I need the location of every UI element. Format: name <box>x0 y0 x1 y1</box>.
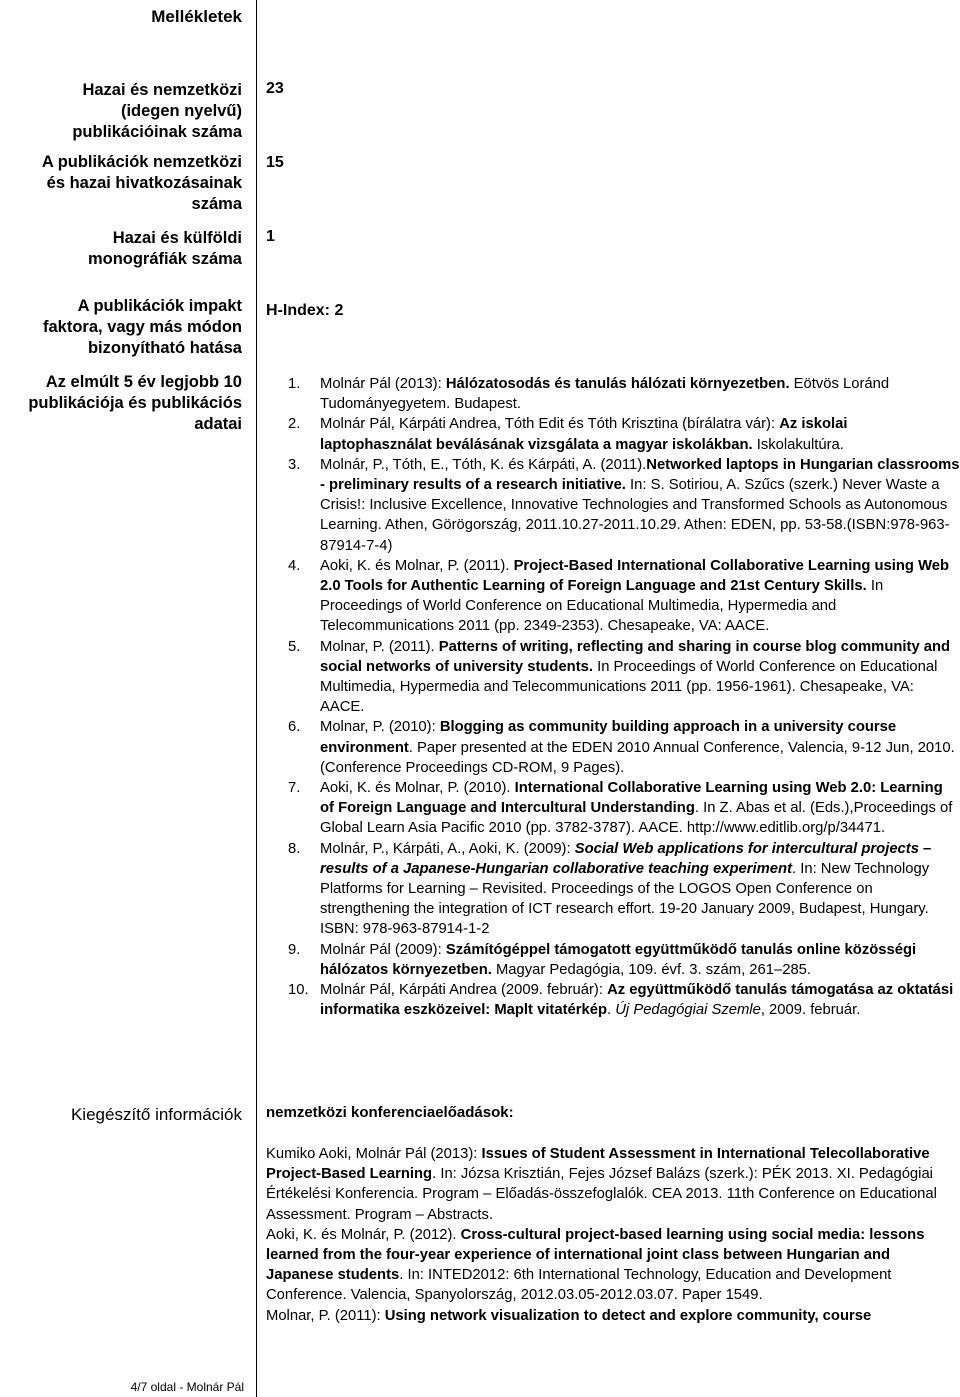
annex-heading: Mellékletek <box>151 7 242 26</box>
label-publication-count <box>72 80 242 143</box>
publication-item <box>288 414 960 454</box>
label-line: adatai <box>194 415 242 433</box>
publication-text: Molnár Pál (2009): Számítógéppel támogatott együttműködő tanulás online közösségi hálózatos környezetben. Magyar Pedagógia, 109. évf. 3. szám, 261–285. <box>320 941 917 978</box>
label-best-publications <box>28 372 242 435</box>
publication-item <box>288 556 960 637</box>
label-impact-factor <box>43 296 242 359</box>
label-line: A publikációk nemzetközi <box>41 153 242 171</box>
value-citation-count: 15 <box>266 154 284 171</box>
publication-number: 10. <box>288 982 309 999</box>
publication-text: Molnár Pál (2013): Hálózatosodás és tanulás hálózati környezetben. Eötvös Loránd Tudományegyetem. Budapest. <box>320 376 890 413</box>
publication-number: 6. <box>288 719 301 736</box>
publication-number: 7. <box>288 780 301 797</box>
publication-number: 9. <box>288 941 301 958</box>
publication-text: Molnar, P. (2011). Patterns of writing, reflecting and sharing in course blog community and social networks of university students. In Proceedings of World Conference on Educational Multimedia, Hypermedia and Telecommunications 2011 (pp. 1956-1961). Chesapeake, VA: AACE. <box>320 638 951 716</box>
label-line: A publikációk impakt <box>77 297 242 315</box>
supplementary-info-label: Kiegészítő információk <box>70 1105 242 1124</box>
publication-number: 2. <box>288 416 301 433</box>
label-monograph-count <box>88 228 242 270</box>
column-divider <box>256 0 257 1397</box>
label-line: Hazai és külföldi <box>112 229 242 247</box>
publication-text: Aoki, K. és Molnar, P. (2011). Project-Based International Collaborative Learning using Web 2.0 Tools for Authentic Learning of Foreign Language and 21st Century Skills. In Proceedings of World Conference on Educational Multimedia, Hypermedia and Telecommunications 2011 (pp. 2349-2353). Chesapeake, VA: AACE. <box>320 557 950 635</box>
publication-number: 8. <box>288 840 301 857</box>
value-h-index: H-Index: 2 <box>266 302 344 319</box>
label-line: bizonyítható hatása <box>87 339 242 357</box>
conference-list <box>266 1144 960 1326</box>
publication-text: Molnár, P., Tóth, E., Tóth, K. és Kárpáti, A. (2011).Networked laptops in Hungarian classrooms - preliminary results of a research initiative. In: S. Sotiriou, A. Szűcs (szerk.) Never Waste a Crisis!: Inclusive Excellence, Innovative Technologies and Transformed Schools as Autonomous Learning. Athen, Görögország, 2011.10.27-2011.10.29. Athen: EDEN, pp. 53-58.(ISBN:978-963-87914-7-4) <box>320 456 960 554</box>
label-line: (idegen nyelvű) <box>120 102 242 120</box>
publication-item <box>288 717 960 778</box>
publication-text: Aoki, K. és Molnar, P. (2010). International Collaborative Learning using Web 2.0: Learning of Foreign Language and Intercultural Understanding. In Z. Abas et al. (Eds.),Proceedings of Global Learn Asia Pacific 2010 (pp. 3782-3787). AACE. http://www.editlib.org/p/34471. <box>320 780 953 837</box>
label-line: publikációja és publikációs <box>28 394 242 412</box>
value-monograph-count: 1 <box>266 228 275 245</box>
publication-item <box>288 374 960 414</box>
conference-item: Kumiko Aoki, Molnár Pál (2013): Issues of Student Assessment in International Telecollaborative Project-Based Learning. In: Józsa Krisztián, Fejes József Balázs (szerk.): PÉK 2013. XI. Pedagógiai Értékelési Konferencia. Program – Előadás-összefoglalók. CEA 2013. 11th Conference on Educational Assessment. Program – Abstracts. <box>266 1146 937 1223</box>
publication-number: 3. <box>288 456 301 473</box>
publication-text: Molnar, P. (2010): Blogging as community building approach in a university course environment. Paper presented at the EDEN 2010 Annual Conference, Valencia, 9-12 Jun, 2010. (Conference Proceedings CD-ROM, 9 Pages). <box>320 719 955 776</box>
label-line: és hazai hivatkozásainak <box>46 174 242 192</box>
label-line: faktora, vagy más módon <box>43 318 242 336</box>
conference-heading: nemzetközi konferenciaelőadások: <box>266 1104 514 1121</box>
publication-list <box>288 374 960 1021</box>
publication-item <box>288 980 960 1020</box>
conference-item: Molnar, P. (2011): Using network visualization to detect and explore community, course <box>266 1307 872 1324</box>
label-line: Az elmúlt 5 év legjobb 10 <box>45 373 242 391</box>
conference-item: Aoki, K. és Molnár, P. (2012). Cross-cultural project-based learning using social media: lessons learned from the four-year experience of international joint class between Hungarian and Japanese students. In: INTED2012: 6th International Technology, Education and Development Conference. Valencia, Spanyolország, 2012.03.05-2012.03.07. Paper 1549. <box>266 1226 925 1304</box>
label-line: Hazai és nemzetközi <box>82 81 242 99</box>
label-citation-count <box>42 152 242 215</box>
publication-item <box>288 778 960 839</box>
label-line: publikációinak száma <box>72 123 242 141</box>
publication-item <box>288 637 960 718</box>
label-line: száma <box>191 195 242 213</box>
publication-text: Molnár Pál, Kárpáti Andrea (2009. február): Az együttműködő tanulás támogatása az oktatási informatika eszközeivel: Maplt vitatérkép. Új Pedagógiai Szemle, 2009. február. <box>320 982 954 1019</box>
label-line: monográfiák száma <box>87 250 242 268</box>
publication-item <box>288 940 960 980</box>
publication-text: Molnár, P., Kárpáti, A., Aoki, K. (2009): Social Web applications for intercultural projects – results of a Japanese-Hungarian collaborative teaching experiment. In: New Technology Platforms for Learning – Revisited. Proceedings of the LOGOS Open Conference on strengthening the integration of ICT research effort. 19-20 January 2009, Budapest, Hungary. ISBN: 978-963-87914-1-2 <box>320 840 932 938</box>
value-publication-count: 23 <box>266 80 284 97</box>
publication-number: 4. <box>288 557 301 574</box>
publication-text: Molnár Pál, Kárpáti Andrea, Tóth Edit és Tóth Krisztina (bírálatra vár): Az iskolai laptophasználat beválásának vizsgálata a magyar iskolákban. Iskolakultúra. <box>320 416 848 453</box>
publication-number: 1. <box>288 376 301 392</box>
page-footer: 4/7 oldal - Molnár Pál <box>130 1380 244 1394</box>
publication-item <box>288 455 960 556</box>
publication-number: 5. <box>288 638 301 655</box>
publication-item <box>288 839 960 940</box>
